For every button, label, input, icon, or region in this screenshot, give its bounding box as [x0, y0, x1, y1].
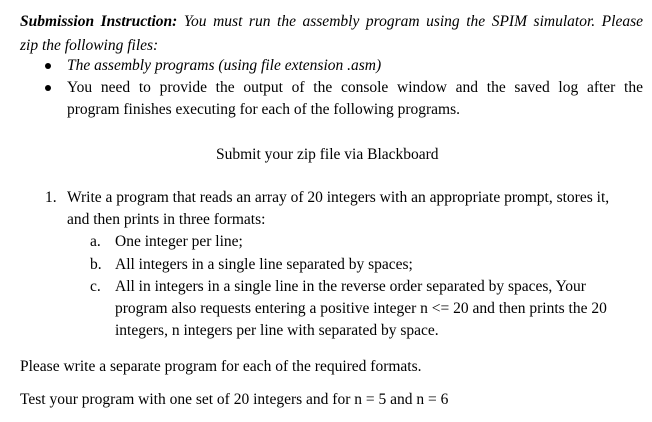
subitem-a: One integer per line;: [115, 233, 243, 250]
subitem-marker-a: a.: [90, 233, 101, 250]
task-line-1: Write a program that reads an array of 20 integers with an appropriate prompt, stores it,: [67, 189, 610, 206]
intro-text: You must run the assembly program using the SPIM simulator. Please: [183, 13, 643, 30]
subitem-b: All integers in a single line separated by spaces;: [115, 256, 413, 273]
note-test: Test your program with one set of 20 integers and for n = 5 and n = 6: [20, 391, 449, 408]
intro-line-2: zip the following files:: [20, 37, 159, 54]
subitem-marker-c: c.: [90, 278, 101, 295]
subitem-marker-b: b.: [90, 256, 102, 273]
bullet-icon: [45, 85, 51, 91]
submission-heading: Submission Instruction:: [20, 13, 178, 30]
bullet-item-1: The assembly programs (using file extension .asm): [67, 57, 382, 74]
subitem-c-line-1: All in integers in a single line in the reverse order separated by spaces, Your: [115, 278, 586, 295]
note-separate: Please write a separate program for each of the required formats.: [20, 358, 422, 375]
subitem-c-line-2: program also requests entering a positive integer n <= 20 and then prints the 20: [115, 300, 607, 317]
task-number: 1.: [45, 189, 57, 206]
bullet-item-2-line-2: program finishes executing for each of the following programs.: [67, 101, 460, 118]
subitem-c-line-3: integers, n integers per line with separated by space.: [115, 322, 439, 339]
submit-note: Submit your zip file via Blackboard: [216, 146, 439, 163]
bullet-icon: [45, 63, 51, 69]
task-line-2: and then prints in three formats:: [67, 211, 266, 228]
bullet-item-2-line-1: You need to provide the output of the console window and the saved log after the: [67, 79, 643, 96]
intro-line-1: [20, 13, 643, 31]
